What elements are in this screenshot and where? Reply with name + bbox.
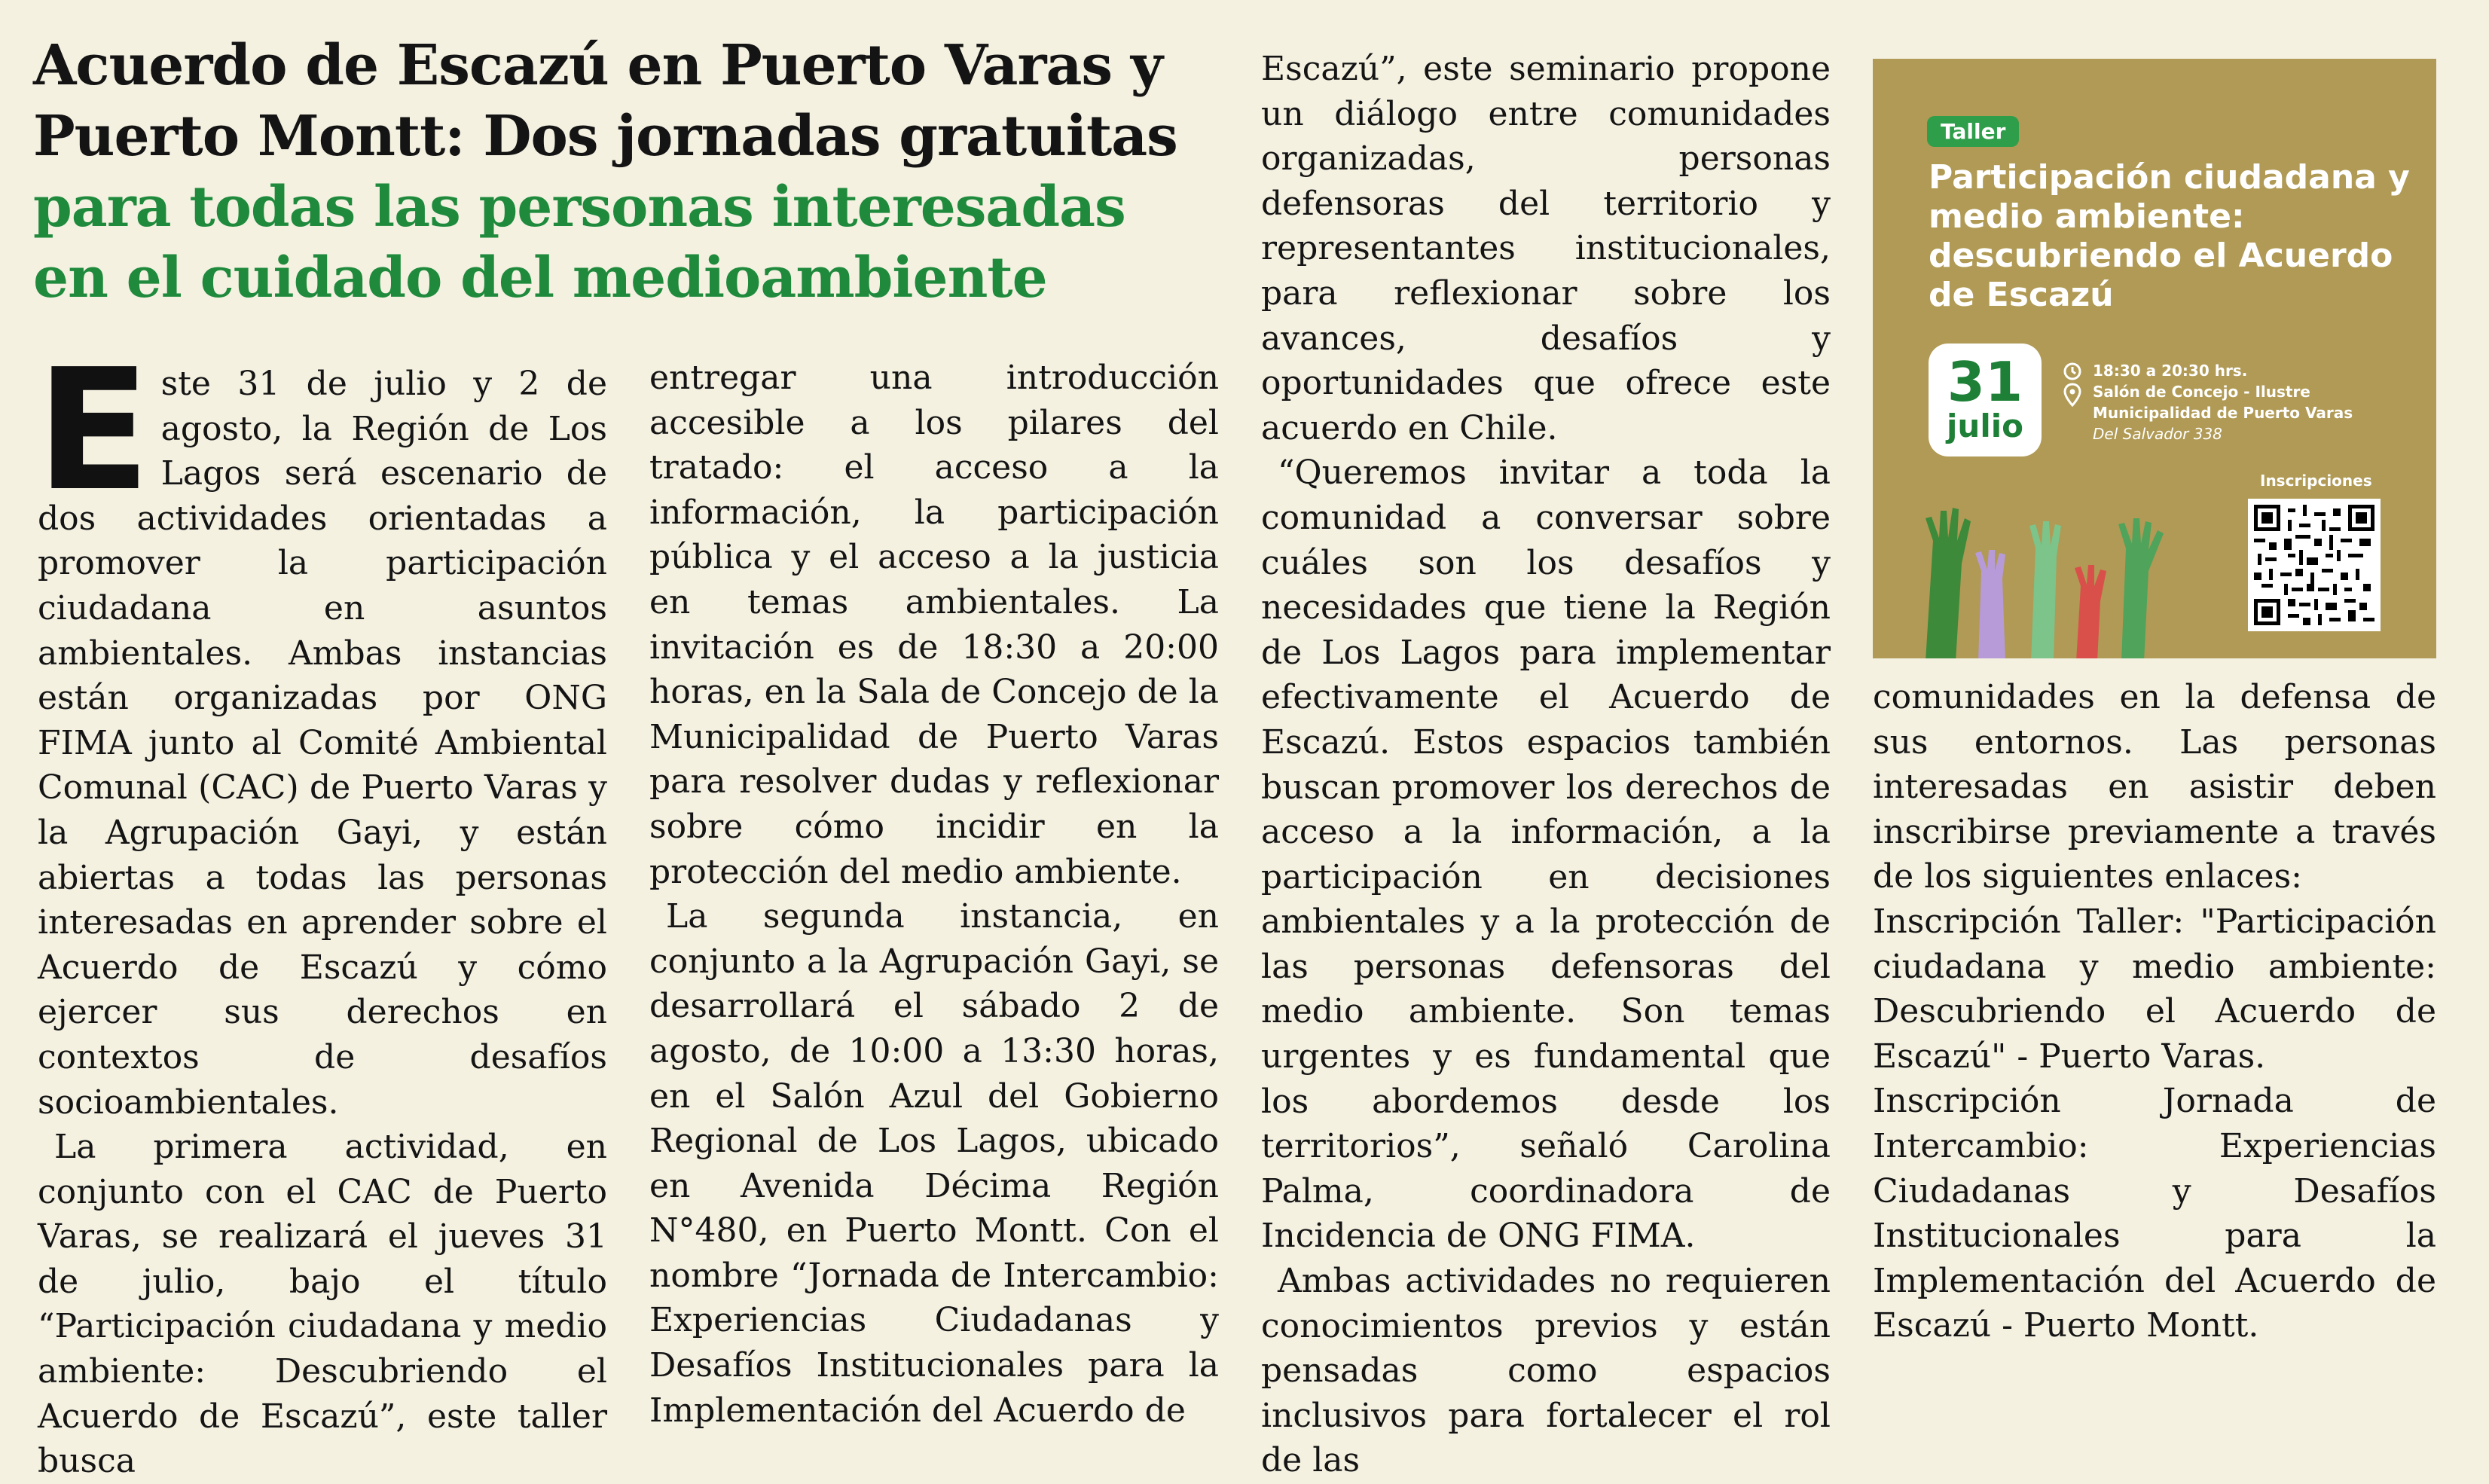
poster-date-badge [1929, 344, 2042, 456]
poster-time-row [2063, 360, 2424, 381]
hand-green-dark [1926, 508, 1971, 658]
hand-purple [1975, 550, 2005, 658]
headline-line-4: en el cuidado del medioambiente [33, 246, 1047, 310]
poster-place: Salón de Concejo - Ilustre Municipalidad de Puerto Varas [2093, 383, 2353, 422]
headline-line-3: para todas las personas interesadas [33, 175, 1125, 240]
poster-tag: Taller [1927, 116, 2019, 147]
poster-time: 18:30 a 20:30 hrs. [2093, 362, 2248, 380]
registration-link-taller[interactable]: Inscripción Taller: "Participación ciudadana y medio ambiente: Descubriendo el Acuerdo de Escazú" - Puerto Varas. [1873, 902, 2436, 1076]
article-column-2 [649, 356, 1219, 1433]
column-1-paragraph-1 [36, 334, 607, 1125]
headline [33, 30, 1208, 313]
hand-green [2118, 518, 2164, 658]
column-1-paragraph-1-text: ste 31 de julio y 2 de agosto, la Región de Los Lagos será escenario de dos actividades orientadas a promover la participación ciudadana en asuntos ambientales. Ambas instancias están organizadas por ONG FIMA junto al Comité Ambiental Comunal (CAC) de Puerto Varas y la Agrupación Gayi, y están abiertas a todas las personas interesadas en aprender sobre el Acuerdo de Escazú y cómo ejercer sus derechos en contextos de desafíos socioambientales. [38, 365, 607, 1122]
poster-day: 31 [1947, 350, 2023, 414]
poster-place-row [2063, 381, 2424, 444]
poster-month: julio [1947, 408, 2023, 444]
hand-light-green [2029, 521, 2061, 658]
column-3-paragraph-2: “Queremos invitar a toda la comunidad a conversar sobre cuáles son los desafíos y necesidades que tiene la Región de Los Lagos para implementar efectivamente el Acuerdo de Escazú. Estos espacios también buscan promover los derechos de acceso a la información, a la participación en decisiones ambientales y a la protección de las personas defensoras del medio ambiente. Son temas urgentes y es fundamental que los abordemos desde los territorios”, señaló Carolina Palma, coordinadora de Incidencia de ONG FIMA. [1261, 453, 1831, 1256]
headline-line-1: Acuerdo de Escazú en Puerto Varas y [33, 33, 1162, 98]
qr-code-pattern [2254, 505, 2374, 625]
column-3-paragraph-3: Ambas actividades no requieren conocimientos previos y están pensadas como espacios inclusivos para fortalecer el rol de las [1261, 1262, 1831, 1480]
poster-registration-label: Inscripciones [2260, 472, 2372, 490]
raised-hands-illustration [1903, 481, 2219, 658]
article-column-3 [1261, 47, 1831, 1483]
qr-code-icon[interactable] [2248, 499, 2381, 631]
poster-title: Participación ciudadana y medio ambiente: descubriendo el Acuerdo de Escazú [1929, 158, 2410, 314]
drop-cap: E [36, 334, 151, 528]
column-4-paragraph-1: comunidades en la defensa de sus entornos. Las personas interesadas en asistir deben inscribirse previamente a través de los siguientes enlaces: [1873, 678, 2436, 896]
column-2-paragraph-1: entregar una introducción accesible a los pilares del tratado: el acceso a la información, la participación pública y el acceso a la justicia en temas ambientales. La invitación es de 18:30 a 20:00 horas, en la Sala de Concejo de la Municipalidad de Puerto Varas para resolver dudas y reflexionar sobre cómo incidir en la protección del medio ambiente. [649, 359, 1219, 891]
event-poster [1873, 59, 2436, 658]
hand-red [2075, 565, 2106, 658]
column-1-paragraph-2: La primera actividad, en conjunto con el CAC de Puerto Varas, se realizará el jueves 31 de julio, bajo el título “Participación ciudadana y medio ambiente: Descubriendo el Acuerdo de Escazú”, este taller busca [38, 1128, 607, 1481]
poster-info [2063, 360, 2424, 444]
column-2-paragraph-2: La segunda instancia, en conjunto a la Agrupación Gayi, se desarrollará el sábado 2 de agosto, de 10:00 a 13:30 horas, en el Salón Azul del Gobierno Regional de Los Lagos, ubicado en Avenida Décima Región N°480, en Puerto Montt. Con el nombre “Jornada de Intercambio: Experiencias Ciudadanas y Desafíos Institucionales para la Implementación del Acuerdo de [649, 897, 1219, 1430]
column-3-paragraph-1: Escazú”, este seminario propone un diálogo entre comunidades organizadas, personas defensoras del territorio y representantes institucionales, para reflexionar sobre los avances, desafíos y oportunidades que ofrece este acuerdo en Chile. [1261, 50, 1831, 447]
registration-link-jornada[interactable]: Inscripción Jornada de Intercambio: Experiencias Ciudadanas y Desafíos Institucionales para la Implementación del Acuerdo de Escazú - Puerto Montt. [1873, 1082, 2436, 1345]
poster-address: Del Salvador 338 [2093, 425, 2222, 443]
article-column-1 [36, 334, 607, 1484]
location-pin-icon [2063, 383, 2082, 407]
clock-icon [2063, 362, 2082, 381]
article-column-4 [1873, 675, 2436, 1348]
headline-line-2: Puerto Montt: Dos jornadas gratuitas [33, 104, 1177, 169]
